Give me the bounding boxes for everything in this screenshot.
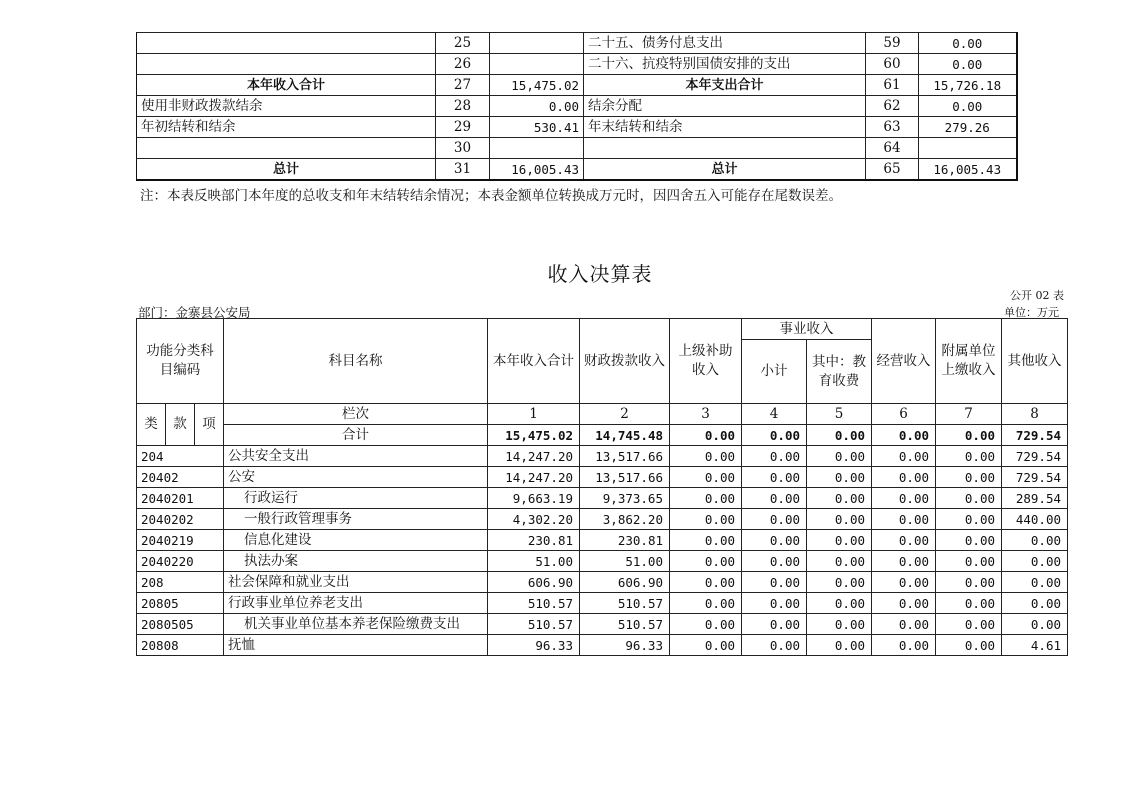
table-row: [137, 551, 1068, 572]
row-value: 0.00: [1002, 572, 1068, 593]
summary-left-label: 使用非财政拨款结余: [137, 96, 436, 117]
row-value: 0.00: [936, 467, 1002, 488]
row-value: 0.00: [807, 572, 872, 593]
table-note: 注：本表反映部门本年度的总收支和年末结转结余情况；本表金额单位转换成万元时，因四舍五入可能存在尾数误差。: [140, 188, 842, 204]
header-other: 其他收入: [1002, 319, 1068, 404]
header-subject-name: 科目名称: [224, 319, 488, 404]
summary-left-line-no: 31: [436, 159, 490, 181]
summary-row: [137, 96, 1017, 117]
summary-right-line-no: 63: [866, 117, 919, 138]
header-fiscal: 财政拨款收入: [580, 319, 670, 404]
summary-right-line-no: 65: [866, 159, 919, 181]
table-row: [137, 488, 1068, 509]
row-value: 0.00: [807, 509, 872, 530]
row-value: 0.00: [807, 446, 872, 467]
row-value: 13,517.66: [580, 467, 670, 488]
row-subject-name: 抚恤: [224, 635, 488, 656]
col-num-8: 8: [1002, 404, 1068, 425]
row-value: 3,862.20: [580, 509, 670, 530]
row-value: 0.00: [670, 551, 742, 572]
row-value: 0.00: [807, 614, 872, 635]
summary-table-body: [137, 33, 1017, 181]
row-value: 0.00: [1002, 551, 1068, 572]
row-value: 0.00: [936, 530, 1002, 551]
total-value: 0.00: [670, 425, 742, 446]
row-value: 510.57: [488, 593, 580, 614]
total-value: 0.00: [742, 425, 807, 446]
header-superior: 上级补助收入: [670, 319, 742, 404]
row-value: 606.90: [580, 572, 670, 593]
row-subject-name: 社会保障和就业支出: [224, 572, 488, 593]
row-value: 0.00: [872, 488, 936, 509]
row-value: 0.00: [936, 614, 1002, 635]
row-value: 0.00: [936, 446, 1002, 467]
summary-left-amount: [490, 33, 584, 54]
total-label: 合计: [224, 425, 488, 446]
row-value: 0.00: [872, 530, 936, 551]
summary-row: [137, 117, 1017, 138]
row-subject-name: 机关事业单位基本养老保险缴费支出: [224, 614, 488, 635]
summary-right-line-no: 62: [866, 96, 919, 117]
row-value: 729.54: [1002, 446, 1068, 467]
row-value: 289.54: [1002, 488, 1068, 509]
income-table-body: [137, 446, 1068, 656]
row-subject-name: 公安: [224, 467, 488, 488]
col-num-1: 1: [488, 404, 580, 425]
row-value: 96.33: [488, 635, 580, 656]
row-value: 606.90: [488, 572, 580, 593]
row-subject-name: 一般行政管理事务: [224, 509, 488, 530]
row-value: 14,247.20: [488, 446, 580, 467]
total-value: 0.00: [936, 425, 1002, 446]
row-value: 0.00: [670, 635, 742, 656]
form-number: 公开 02 表: [1010, 289, 1064, 302]
header-lei: 类: [137, 404, 166, 446]
total-row: [137, 425, 1068, 446]
header-lanci: 栏次: [224, 404, 488, 425]
summary-left-label: [137, 54, 436, 75]
summary-right-label: 年末结转和结余: [584, 117, 866, 138]
header-subtotal: 小计: [742, 340, 807, 404]
col-num-5: 5: [807, 404, 872, 425]
summary-right-amount: 0.00: [919, 54, 1017, 75]
header-kuan: 款: [166, 404, 195, 446]
table-row: [137, 530, 1068, 551]
row-value: 0.00: [742, 593, 807, 614]
total-value: 0.00: [872, 425, 936, 446]
row-value: 9,373.65: [580, 488, 670, 509]
row-subject-name: 公共安全支出: [224, 446, 488, 467]
row-value: 0.00: [807, 467, 872, 488]
summary-right-amount: [919, 138, 1017, 159]
row-value: 510.57: [580, 614, 670, 635]
row-code: 20805: [137, 593, 224, 614]
row-value: 51.00: [488, 551, 580, 572]
row-code: 20402: [137, 467, 224, 488]
row-value: 13,517.66: [580, 446, 670, 467]
summary-right-line-no: 59: [866, 33, 919, 54]
row-value: 14,247.20: [488, 467, 580, 488]
row-value: 0.00: [1002, 593, 1068, 614]
summary-right-amount: 0.00: [919, 33, 1017, 54]
row-value: 510.57: [580, 593, 670, 614]
summary-right-amount: 279.26: [919, 117, 1017, 138]
summary-right-amount: 0.00: [919, 96, 1017, 117]
header-total-income: 本年收入合计: [488, 319, 580, 404]
row-code: 2040219: [137, 530, 224, 551]
header-affiliated: 附属单位上缴收入: [936, 319, 1002, 404]
row-value: 0.00: [670, 509, 742, 530]
row-value: 9,663.19: [488, 488, 580, 509]
table-row: [137, 509, 1068, 530]
summary-row: [137, 159, 1017, 181]
row-value: 0.00: [936, 572, 1002, 593]
row-value: 0.00: [670, 593, 742, 614]
summary-left-amount: [490, 54, 584, 75]
summary-left-line-no: 26: [436, 54, 490, 75]
row-value: 0.00: [872, 614, 936, 635]
row-value: 0.00: [670, 488, 742, 509]
summary-right-line-no: 61: [866, 75, 919, 96]
row-subject-name: 行政事业单位养老支出: [224, 593, 488, 614]
row-value: 0.00: [807, 551, 872, 572]
summary-right-amount: 15,726.18: [919, 75, 1017, 96]
table-row: [137, 467, 1068, 488]
row-value: 0.00: [742, 614, 807, 635]
row-code: 2040201: [137, 488, 224, 509]
row-value: 0.00: [670, 614, 742, 635]
row-subject-name: 行政运行: [224, 488, 488, 509]
col-num-4: 4: [742, 404, 807, 425]
summary-right-line-no: 60: [866, 54, 919, 75]
header-func-code: 功能分类科目编码: [137, 319, 224, 404]
summary-left-amount: 15,475.02: [490, 75, 584, 96]
summary-row: [137, 54, 1017, 75]
summary-row: [137, 75, 1017, 96]
row-value: 729.54: [1002, 467, 1068, 488]
unit-label: 单位：万元: [1004, 306, 1059, 319]
row-code: 2040202: [137, 509, 224, 530]
row-value: 0.00: [936, 593, 1002, 614]
col-num-2: 2: [580, 404, 670, 425]
col-num-6: 6: [872, 404, 936, 425]
row-value: 0.00: [670, 572, 742, 593]
row-value: 0.00: [1002, 614, 1068, 635]
summary-right-label: 二十五、债务付息支出: [584, 33, 866, 54]
summary-row: [137, 138, 1017, 159]
row-value: 0.00: [670, 446, 742, 467]
table-row: [137, 614, 1068, 635]
summary-left-amount: [490, 138, 584, 159]
row-value: 0.00: [872, 593, 936, 614]
row-code: 2040220: [137, 551, 224, 572]
row-value: 0.00: [742, 509, 807, 530]
summary-table: [136, 32, 1018, 181]
header-row-1: [137, 319, 1068, 340]
row-value: 4.61: [1002, 635, 1068, 656]
row-value: 96.33: [580, 635, 670, 656]
table-row: [137, 593, 1068, 614]
summary-right-label: 二十六、抗疫特别国债安排的支出: [584, 54, 866, 75]
summary-right-label: 结余分配: [584, 96, 866, 117]
column-number-row: [137, 404, 1068, 425]
summary-left-line-no: 25: [436, 33, 490, 54]
row-value: 0.00: [872, 635, 936, 656]
row-code: 208: [137, 572, 224, 593]
row-value: 0.00: [872, 509, 936, 530]
row-value: 0.00: [807, 530, 872, 551]
summary-left-line-no: 27: [436, 75, 490, 96]
summary-right-amount: 16,005.43: [919, 159, 1017, 181]
row-code: 2080505: [137, 614, 224, 635]
row-code: 20808: [137, 635, 224, 656]
page-title: 收入决算表: [547, 262, 653, 286]
row-value: 230.81: [488, 530, 580, 551]
row-value: 0.00: [872, 446, 936, 467]
row-value: 0.00: [807, 593, 872, 614]
header-education: 其中：教育收费: [807, 340, 872, 404]
summary-left-label: [137, 138, 436, 159]
row-value: 0.00: [742, 467, 807, 488]
row-value: 0.00: [742, 488, 807, 509]
summary-right-label: [584, 138, 866, 159]
income-table: [136, 318, 1068, 656]
summary-left-label: 本年收入合计: [137, 75, 436, 96]
row-value: 0.00: [936, 488, 1002, 509]
row-value: 0.00: [742, 530, 807, 551]
col-num-7: 7: [936, 404, 1002, 425]
summary-left-line-no: 29: [436, 117, 490, 138]
row-value: 0.00: [742, 572, 807, 593]
table-row: [137, 446, 1068, 467]
row-value: 0.00: [936, 509, 1002, 530]
table-row: [137, 572, 1068, 593]
row-value: 0.00: [742, 446, 807, 467]
row-value: 230.81: [580, 530, 670, 551]
row-value: 0.00: [670, 467, 742, 488]
summary-left-amount: 0.00: [490, 96, 584, 117]
row-value: 0.00: [936, 551, 1002, 572]
row-value: 0.00: [742, 551, 807, 572]
department-label: 部门：金寨县公安局: [138, 305, 251, 320]
header-xiang: 项: [195, 404, 224, 446]
total-value: 14,745.48: [580, 425, 670, 446]
summary-left-label: 总计: [137, 159, 436, 181]
row-subject-name: 信息化建设: [224, 530, 488, 551]
summary-left-label: 年初结转和结余: [137, 117, 436, 138]
total-value: 15,475.02: [488, 425, 580, 446]
summary-right-label: 总计: [584, 159, 866, 181]
row-value: 0.00: [936, 635, 1002, 656]
summary-left-line-no: 30: [436, 138, 490, 159]
total-value: 729.54: [1002, 425, 1068, 446]
header-business-group: 事业收入: [742, 319, 872, 340]
summary-left-amount: 16,005.43: [490, 159, 584, 181]
row-value: 51.00: [580, 551, 670, 572]
row-value: 510.57: [488, 614, 580, 635]
row-value: 0.00: [1002, 530, 1068, 551]
row-value: 0.00: [742, 635, 807, 656]
row-code: 204: [137, 446, 224, 467]
summary-right-label: 本年支出合计: [584, 75, 866, 96]
header-operating: 经营收入: [872, 319, 936, 404]
row-value: 0.00: [872, 467, 936, 488]
row-value: 0.00: [807, 488, 872, 509]
total-value: 0.00: [807, 425, 872, 446]
col-num-3: 3: [670, 404, 742, 425]
summary-row: [137, 33, 1017, 54]
row-subject-name: 执法办案: [224, 551, 488, 572]
row-value: 0.00: [807, 635, 872, 656]
row-value: 4,302.20: [488, 509, 580, 530]
row-value: 440.00: [1002, 509, 1068, 530]
summary-left-line-no: 28: [436, 96, 490, 117]
row-value: 0.00: [670, 530, 742, 551]
row-value: 0.00: [872, 572, 936, 593]
summary-left-amount: 530.41: [490, 117, 584, 138]
summary-left-label: [137, 33, 436, 54]
table-row: [137, 635, 1068, 656]
row-value: 0.00: [872, 551, 936, 572]
summary-right-line-no: 64: [866, 138, 919, 159]
